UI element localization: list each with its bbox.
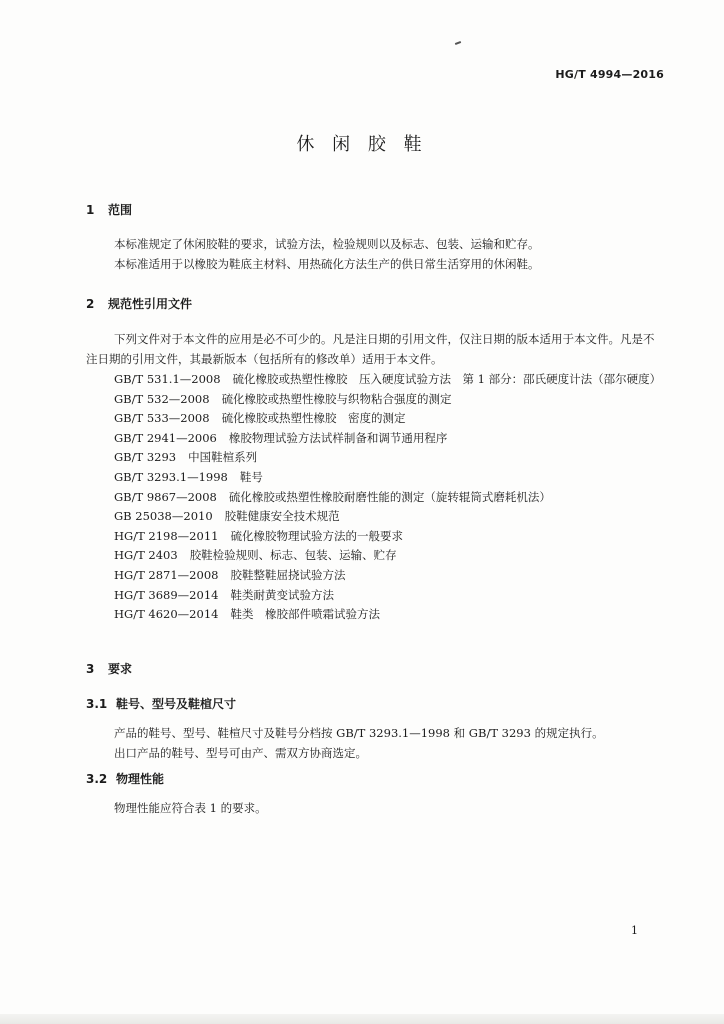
paragraph: 产品的鞋号、型号、鞋楦尺寸及鞋号分档按 GB/T 3293.1—1998 和 GB/T 3293 的规定执行。: [114, 726, 604, 740]
section-3-heading: [86, 660, 132, 677]
reference-item: [86, 605, 662, 625]
reference-title: 硫化橡胶或热塑性橡胶 密度的测定: [221, 411, 406, 426]
section-number: 3.1: [86, 697, 108, 711]
scan-speck: [455, 41, 461, 45]
section-number: 3.2: [86, 772, 108, 786]
reference-code: HG/T 2198—2011: [114, 528, 219, 543]
reference-title: 鞋类耐黄变试验方法: [230, 587, 334, 602]
reference-item: [86, 586, 662, 606]
section-number: 3: [86, 662, 95, 676]
reference-title: 硫化橡胶或热塑性橡胶 压入硬度试验方法 第 1 部分：邵氏硬度计法（邵尔硬度）: [232, 372, 662, 386]
reference-code: HG/T 3689—2014: [114, 587, 219, 602]
reference-list: [86, 370, 662, 625]
reference-title: 硫化橡胶或热塑性橡胶与织物粘合强度的测定: [221, 391, 452, 406]
section-title: 鞋号、型号及鞋楦尺寸: [116, 697, 237, 711]
section-number: 2: [86, 297, 95, 311]
section-title: 规范性引用文件: [108, 297, 193, 311]
section-title: 要求: [108, 662, 133, 676]
reference-title: 胶鞋健康安全技术规范: [224, 509, 340, 524]
reference-title: 硫化橡胶或热塑性橡胶耐磨性能的测定（旋转辊筒式磨耗机法）: [228, 489, 551, 504]
reference-code: GB/T 3293: [114, 450, 177, 465]
reference-item: [86, 370, 662, 390]
standard-code: HG/T 4994—2016: [555, 68, 664, 81]
reference-title: 中国鞋楦系列: [188, 450, 258, 465]
section-3-2-body: [86, 798, 662, 818]
section-title: 范围: [108, 203, 133, 217]
section-3-2-heading: [86, 770, 164, 787]
reference-code: GB/T 2941—2006: [114, 430, 217, 445]
reference-item: [86, 468, 662, 488]
reference-code: HG/T 2403: [114, 548, 178, 563]
section-3-1-body: [86, 723, 662, 763]
scan-bottom-edge: [0, 1014, 724, 1024]
reference-title: 橡胶物理试验方法试样制备和调节通用程序: [228, 430, 448, 445]
reference-item: [86, 390, 662, 410]
reference-code: GB/T 531.1—2008: [114, 372, 221, 386]
reference-item: [86, 409, 662, 429]
document-title: 休 闲 胶 鞋: [296, 134, 428, 155]
section-number: 1: [86, 203, 95, 217]
page-number: 1: [631, 924, 638, 937]
section-3-1-heading: [86, 695, 236, 712]
section-1-heading: [86, 201, 132, 218]
paragraph: 本标准适用于以橡胶为鞋底主材料、用热硫化方法生产的供日常生活穿用的休闲鞋。: [114, 257, 540, 271]
paragraph: 出口产品的鞋号、型号可由产、需双方协商选定。: [114, 746, 367, 760]
paragraph: 物理性能应符合表 1 的要求。: [114, 801, 267, 815]
reference-title: 鞋号: [239, 469, 263, 484]
reference-item: [86, 527, 662, 547]
reference-code: HG/T 2871—2008: [114, 567, 219, 582]
reference-code: HG/T 4620—2014: [114, 607, 219, 622]
reference-code: GB 25038—2010: [114, 509, 213, 524]
section-title: 物理性能: [116, 772, 165, 786]
reference-code: GB/T 533—2008: [114, 411, 210, 426]
reference-item: [86, 488, 662, 508]
reference-code: GB/T 3293.1—1998: [114, 469, 228, 484]
reference-item: [86, 429, 662, 449]
paragraph: 下列文件对于本文件的应用是必不可少的。凡是注日期的引用文件，仅注日期的版本适用于本文件。凡是不注日期的引用文件，其最新版本（包括所有的修改单）适用于本文件。: [86, 332, 655, 366]
reference-item: [86, 507, 662, 527]
reference-title: 鞋类 橡胶部件喷霜试验方法: [230, 607, 380, 622]
reference-title: 胶鞋整鞋屈挠试验方法: [230, 567, 346, 582]
reference-code: GB/T 532—2008: [114, 391, 210, 406]
reference-title: 硫化橡胶物理试验方法的一般要求: [230, 528, 403, 543]
section-1-body: [86, 234, 662, 274]
reference-item: [86, 566, 662, 586]
section-2-heading: [86, 295, 192, 312]
paragraph: 本标准规定了休闲胶鞋的要求，试验方法，检验规则以及标志、包装、运输和贮存。: [114, 237, 540, 251]
reference-title: 胶鞋检验规则、标志、包装、运输、贮存: [189, 548, 397, 563]
reference-item: [86, 448, 662, 468]
reference-code: GB/T 9867—2008: [114, 489, 217, 504]
section-2-intro: [86, 329, 662, 369]
reference-item: [86, 546, 662, 566]
